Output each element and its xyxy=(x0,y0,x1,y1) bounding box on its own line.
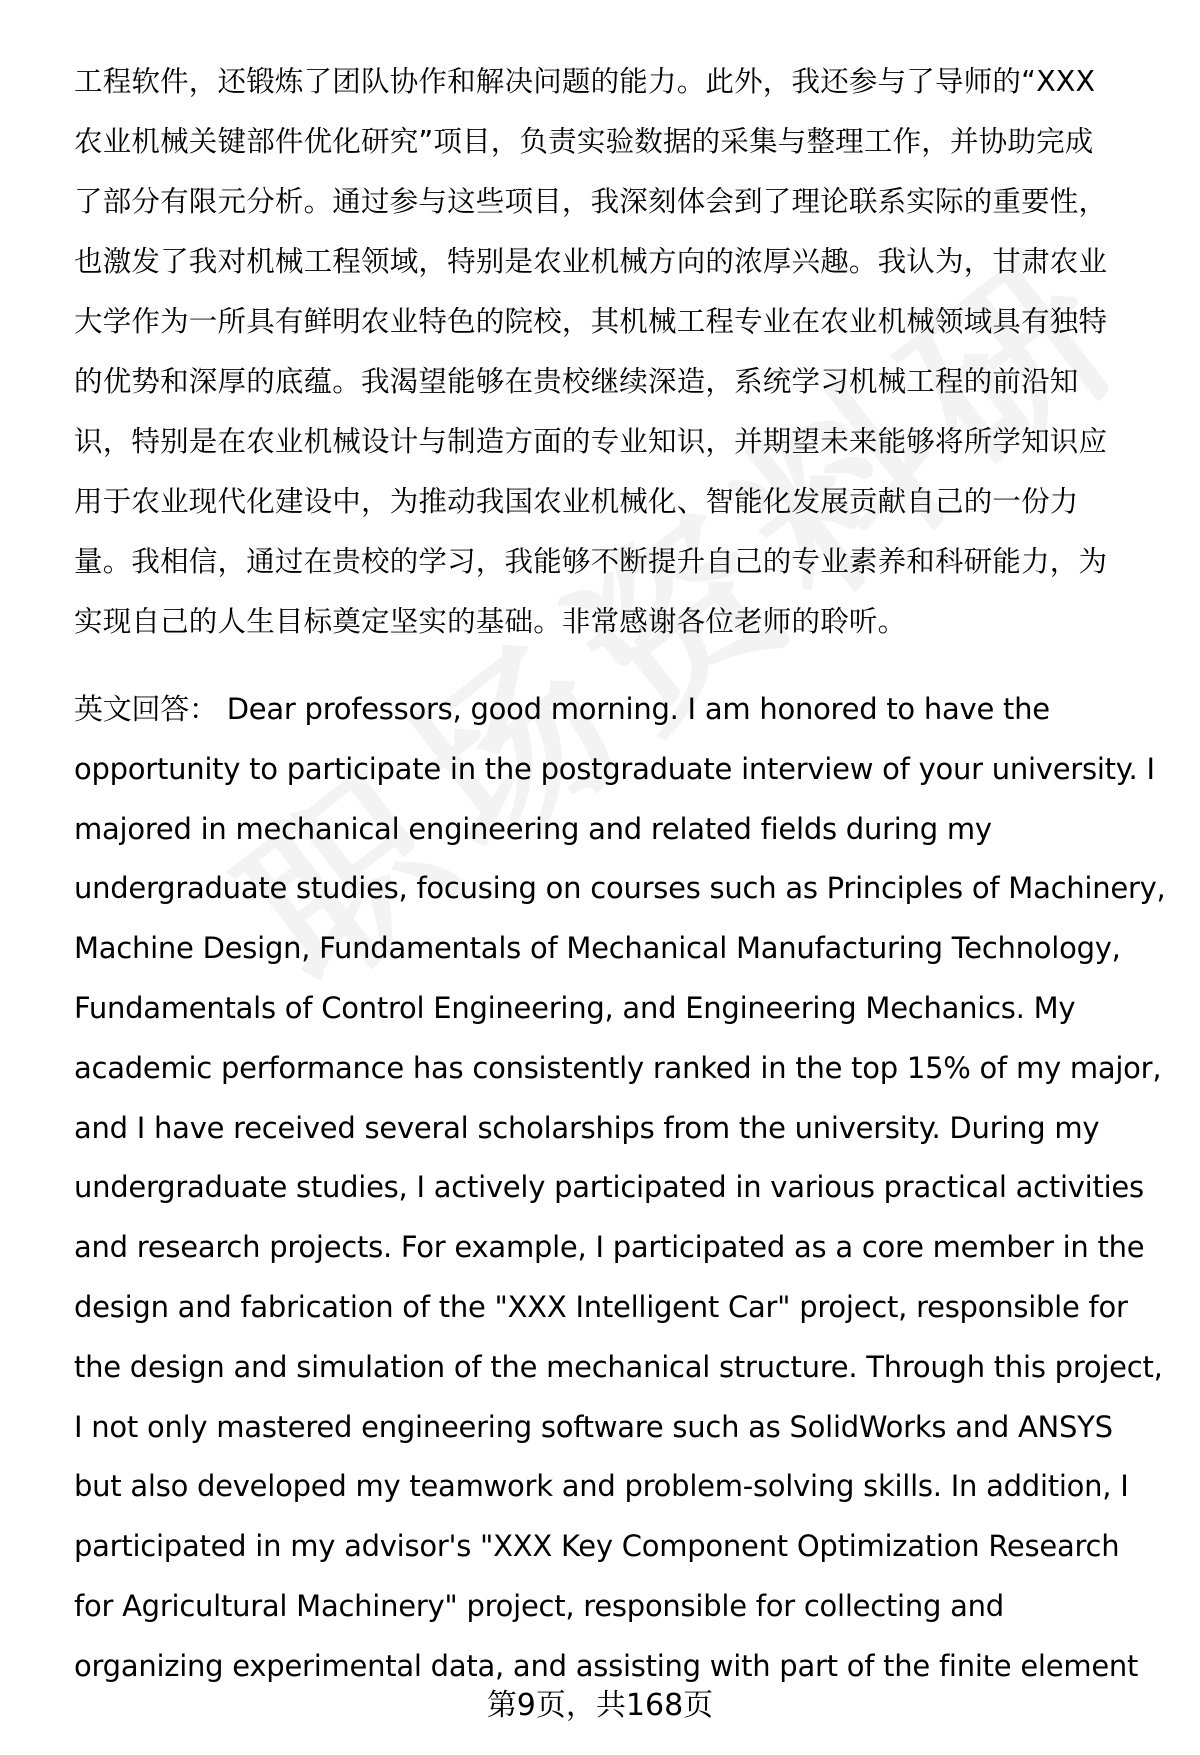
english-answer-paragraph xyxy=(74,680,1164,1697)
chinese-line: 用于农业现代化建设中，为推动我国农业机械化、智能化发展贡献自己的一份力 xyxy=(74,485,1079,518)
english-line: and I have received several scholarships from the university. During my xyxy=(74,1110,1100,1145)
chinese-paragraph xyxy=(74,52,1150,652)
chinese-line: 也激发了我对机械工程领域，特别是农业机械方向的浓厚兴趣。我认为，甘肃农业 xyxy=(74,245,1108,278)
english-line: organizing experimental data, and assisting with part of the finite element xyxy=(74,1648,1139,1683)
english-line: participated in my advisor's "XXX Key Component Optimization Research xyxy=(74,1529,1120,1564)
english-line: undergraduate studies, focusing on courses such as Principles of Machinery, xyxy=(74,871,1166,906)
chinese-line: 识，特别是在农业机械设计与制造方面的专业知识，并期望未来能够将所学知识应 xyxy=(74,425,1108,458)
english-line: 英文回答： Dear professors, good morning. I am honored to have the xyxy=(74,692,1050,726)
english-line: undergraduate studies, I actively participated in various practical activities xyxy=(74,1170,1144,1205)
english-line: I not only mastered engineering software such as SolidWorks and ANSYS xyxy=(74,1409,1113,1444)
chinese-line: 的优势和深厚的底蕴。我渴望能够在贵校继续深造，系统学习机械工程的前沿知 xyxy=(74,365,1079,398)
chinese-line: 工程软件，还锻炼了团队协作和解决问题的能力。此外，我还参与了导师的“XXX xyxy=(74,65,1096,98)
english-line: the design and simulation of the mechanical structure. Through this project, xyxy=(74,1349,1163,1384)
english-line: design and fabrication of the "XXX Intelligent Car" project, responsible for xyxy=(74,1289,1128,1324)
english-line: but also developed my teamwork and problem-solving skills. In addition, I xyxy=(74,1469,1129,1504)
chinese-line: 量。我相信，通过在贵校的学习，我能够不断提升自己的专业素养和科研能力，为 xyxy=(74,545,1108,578)
english-line: for Agricultural Machinery" project, responsible for collecting and xyxy=(74,1588,1004,1623)
chinese-line: 实现自己的人生目标奠定坚实的基础。非常感谢各位老师的聆听。 xyxy=(74,605,907,638)
english-line: opportunity to participate in the postgraduate interview of your university. I xyxy=(74,751,1155,786)
page-number-footer: 第9页，共168页 xyxy=(486,1688,714,1723)
english-line: majored in mechanical engineering and related fields during my xyxy=(74,811,992,846)
chinese-line: 了部分有限元分析。通过参与这些项目，我深刻体会到了理论联系实际的重要性， xyxy=(74,185,1108,218)
english-line: academic performance has consistently ranked in the top 15% of my major, xyxy=(74,1050,1162,1085)
english-line: Machine Design, Fundamentals of Mechanical Manufacturing Technology, xyxy=(74,931,1121,966)
chinese-line: 大学作为一所具有鲜明农业特色的院校，其机械工程专业在农业机械领域具有独特 xyxy=(74,305,1108,338)
english-line: Fundamentals of Control Engineering, and Engineering Mechanics. My xyxy=(74,990,1076,1025)
chinese-line: 农业机械关键部件优化研究”项目，负责实验数据的采集与整理工作，并协助完成 xyxy=(74,125,1094,158)
english-line: and research projects. For example, I participated as a core member in the xyxy=(74,1230,1145,1265)
